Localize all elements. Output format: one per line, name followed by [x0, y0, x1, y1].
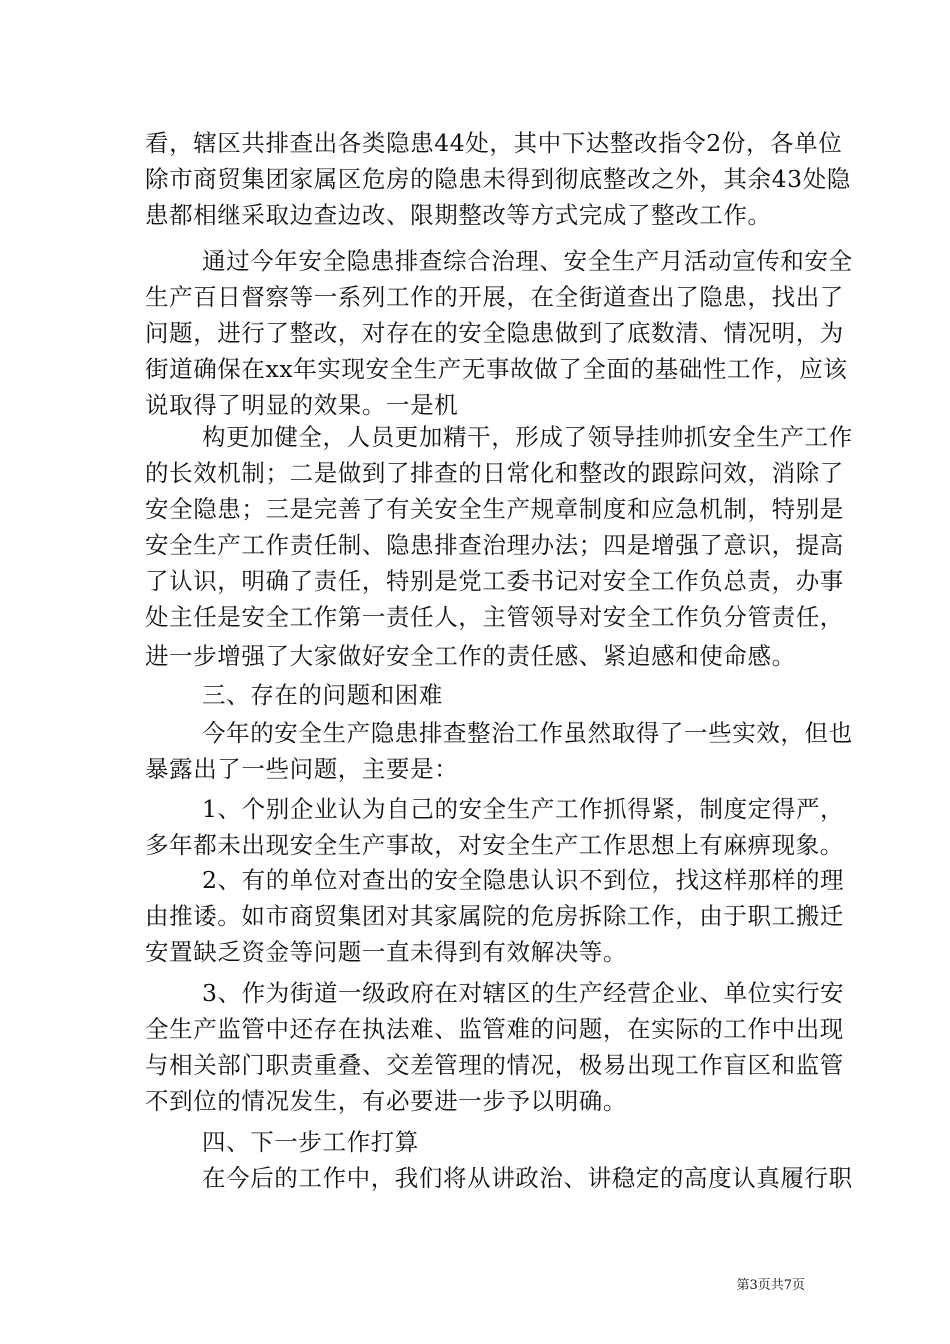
body-line: 患都相继采取边查边改、限期整改等方式完成了整改工作。 [145, 201, 772, 229]
body-line: 的长效机制；二是做到了排查的日常化和整改的跟踪问效，消除了 [145, 459, 844, 487]
body-line: 全生产监管中还存在执法难、监管难的问题，在实际的工作中出现 [145, 1015, 844, 1043]
list-item-first-line: 3、作为街道一级政府在对辖区的生产经营企业、单位实行安 [202, 979, 845, 1007]
body-line: 了认识，明确了责任，特别是党工委书记对安全工作负总责，办事 [145, 567, 844, 595]
body-line: 安全生产工作责任制、隐患排查治理办法；四是增强了意识，提高 [145, 531, 844, 559]
paragraph-first-line: 通过今年安全隐患排查综合治理、安全生产月活动宣传和安全 [202, 247, 853, 275]
body-line: 由推诿。如市商贸集团对其家属院的危房拆除工作，由于职工搬迁 [145, 902, 844, 930]
body-line: 安全隐患；三是完善了有关安全生产规章制度和应急机制，特别是 [145, 495, 844, 523]
section-heading: 三、存在的问题和困难 [202, 681, 443, 709]
body-line: 问题，进行了整改，对存在的安全隐患做到了底数清、情况明，为 [145, 319, 844, 347]
body-line: 除市商贸集团家属区危房的隐患未得到彻底整改之外，其余43处隐 [145, 165, 851, 193]
body-line: 街道确保在xx年实现安全生产无事故做了全面的基础性工作，应该 [145, 355, 848, 383]
body-line: 安置缺乏资金等问题一直未得到有效解决等。 [145, 938, 627, 966]
section-heading: 四、下一步工作打算 [202, 1128, 419, 1156]
body-line: 暴露出了一些问题，主要是： [145, 755, 459, 783]
body-line: 多年都未出现安全生产事故，对安全生产工作思想上有麻痹现象。 [145, 831, 844, 859]
paragraph-first-line: 在今后的工作中，我们将从讲政治、讲稳定的高度认真履行职 [202, 1164, 853, 1192]
body-line: 生产百日督察等一系列工作的开展，在全街道查出了隐患，找出了 [145, 283, 844, 311]
page-number: 第3页共7页 [736, 1278, 805, 1293]
paragraph-first-line: 构更加健全，人员更加精干，形成了领导挂帅抓安全生产工作 [202, 423, 853, 451]
body-line: 与相关部门职责重叠、交差管理的情况，极易出现工作盲区和监管 [145, 1051, 844, 1079]
body-line: 看，辖区共排查出各类隐患44处，其中下达整改指令2份，各单位 [145, 129, 843, 157]
body-line: 进一步增强了大家做好安全工作的责任感、紧迫感和使命感。 [145, 642, 796, 670]
body-line: 说取得了明显的效果。一是机 [145, 391, 459, 419]
body-line: 不到位的情况发生，有必要进一步予以明确。 [145, 1087, 627, 1115]
list-item-first-line: 2、有的单位对查出的安全隐患认识不到位，找这样那样的理 [202, 866, 845, 894]
list-item-first-line: 1、个别企业认为自己的安全生产工作抓得紧，制度定得严， [202, 795, 845, 823]
body-line: 处主任是安全工作第一责任人，主管领导对安全工作负分管责任， [145, 603, 844, 631]
paragraph-first-line: 今年的安全生产隐患排查整治工作虽然取得了一些实效，但也 [202, 719, 853, 747]
